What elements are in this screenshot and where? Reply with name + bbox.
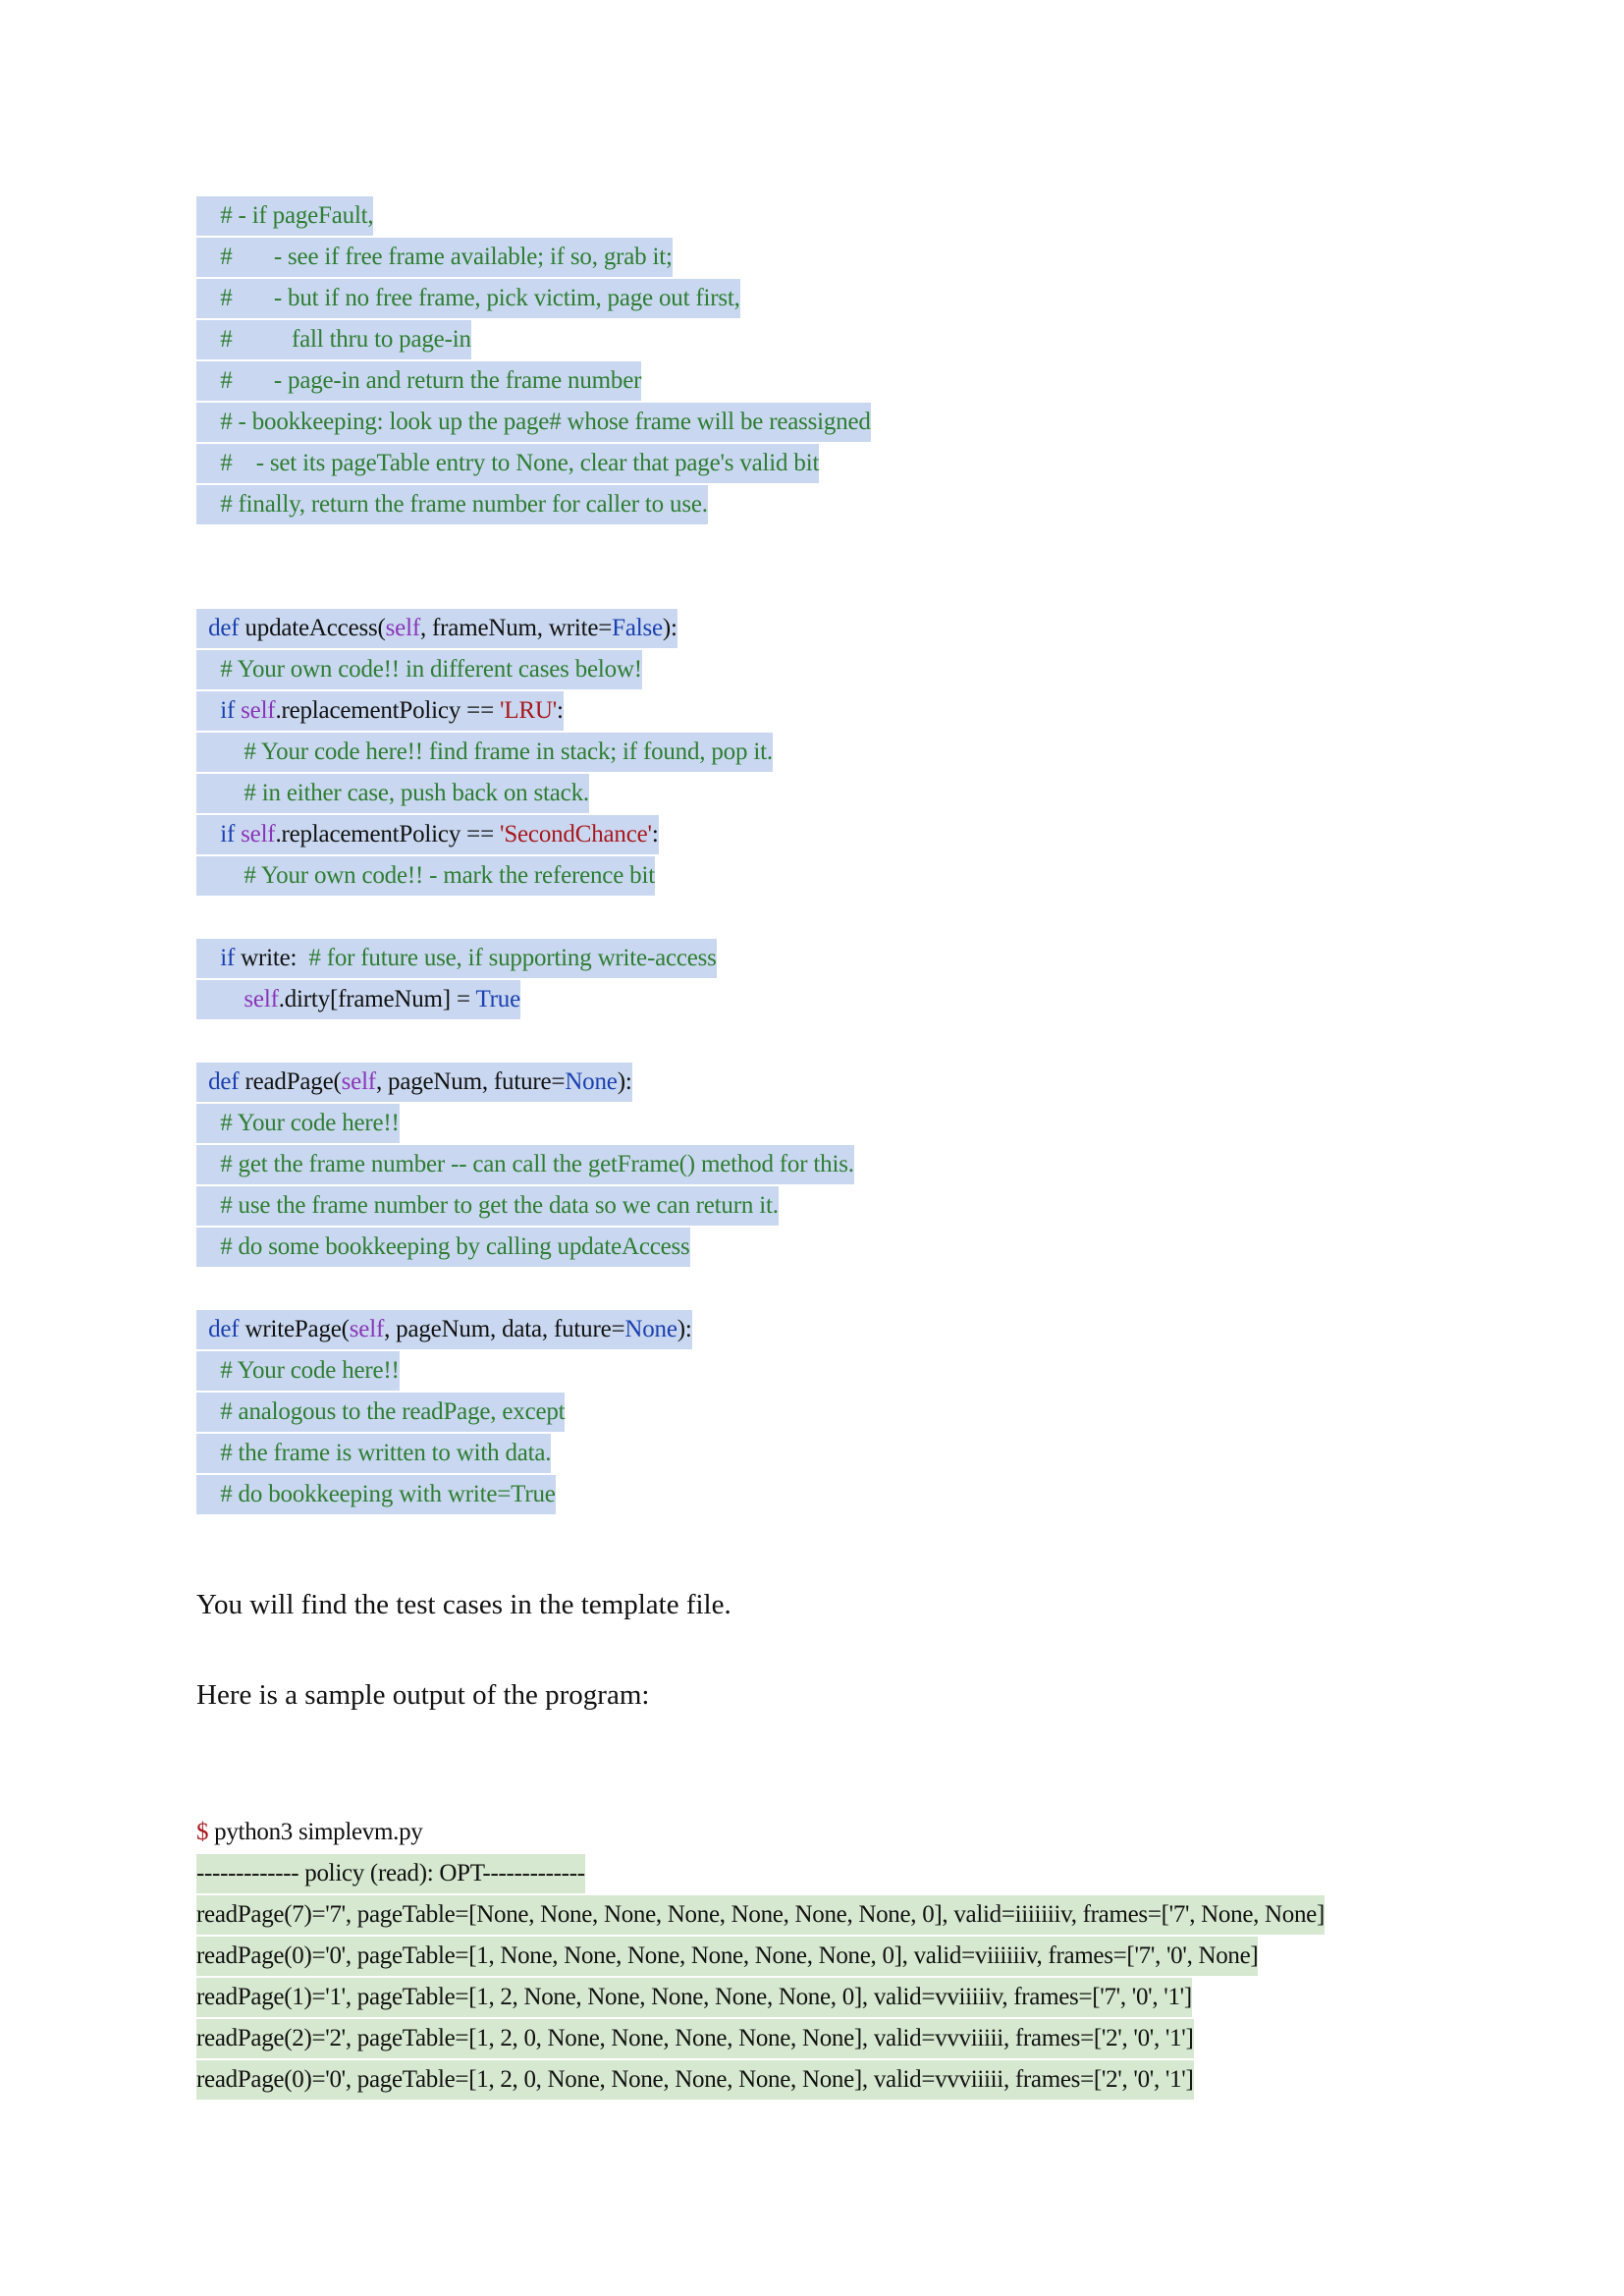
comment-text: # do some bookkeeping by calling updateAccess bbox=[220, 1233, 690, 1260]
code-dirty-assign bbox=[196, 980, 520, 1019]
code-comment-line bbox=[196, 1393, 565, 1432]
keyword: if bbox=[220, 821, 236, 847]
condition: .replacementPolicy == bbox=[275, 821, 501, 847]
comment-text: # Your code here!! find frame in stack; if found, pop it. bbox=[244, 738, 773, 765]
paren-close: ): bbox=[677, 1316, 692, 1342]
params: , frameNum, write= bbox=[419, 615, 613, 641]
write-condition: write: bbox=[235, 945, 309, 971]
code-comment-line bbox=[196, 774, 589, 813]
code-comment-line bbox=[196, 1351, 400, 1391]
self-keyword: self bbox=[244, 986, 279, 1012]
colon: : bbox=[557, 697, 564, 724]
code-comment-line bbox=[196, 1475, 556, 1514]
function-name: readPage( bbox=[239, 1068, 342, 1095]
terminal-output-line: readPage(0)='0', pageTable=[1, 2, 0, None, None, None, None, None], valid=vvviiiii, frames=['2', '0', '1'] bbox=[196, 2060, 1194, 2100]
function-name: writePage( bbox=[239, 1316, 350, 1342]
code-comment-line bbox=[196, 1228, 690, 1267]
condition: .replacementPolicy == bbox=[275, 697, 501, 724]
code-if-second-chance bbox=[196, 815, 659, 854]
code-def-write-page bbox=[196, 1310, 692, 1349]
terminal-header-line: ------------- policy (read): OPT------------- bbox=[196, 1854, 585, 1893]
prompt-symbol: $ bbox=[196, 1819, 209, 1845]
terminal-command-line bbox=[196, 1813, 423, 1852]
self-keyword: self bbox=[241, 697, 276, 724]
colon: : bbox=[651, 821, 659, 847]
true-keyword: True bbox=[475, 986, 520, 1012]
comment-text: # do bookkeeping with write=True bbox=[220, 1481, 556, 1507]
comment-text: # Your code here!! bbox=[220, 1357, 400, 1384]
keyword: def bbox=[208, 1068, 240, 1095]
code-comment-line: # finally, return the frame number for caller to use. bbox=[196, 485, 708, 524]
paragraph-test-cases: You will find the test cases in the template file. bbox=[196, 1589, 731, 1620]
params: , pageNum, future= bbox=[375, 1068, 566, 1095]
comment-text: # get the frame number -- can call the getFrame() method for this. bbox=[220, 1151, 854, 1177]
code-def-update-access bbox=[196, 609, 677, 648]
comment-text: # analogous to the readPage, except bbox=[220, 1398, 566, 1425]
code-comment-line: # - page-in and return the frame number bbox=[196, 361, 641, 401]
keyword: def bbox=[208, 1316, 240, 1342]
self-keyword: self bbox=[341, 1068, 376, 1095]
code-comment-line bbox=[196, 1186, 779, 1226]
false-keyword: False bbox=[612, 615, 663, 641]
terminal-output-line: readPage(0)='0', pageTable=[1, None, None, None, None, None, None, 0], valid=viiiiiiv, frames=['7', '0', None] bbox=[196, 1937, 1258, 1976]
code-comment-line: # - see if free frame available; if so, grab it; bbox=[196, 238, 673, 277]
comment-text: # for future use, if supporting write-access bbox=[308, 945, 717, 971]
string-literal: 'LRU' bbox=[500, 697, 558, 724]
terminal-output-line: readPage(1)='1', pageTable=[1, 2, None, None, None, None, None, 0], valid=vviiiiiv, frames=['7', '0', '1'] bbox=[196, 1978, 1192, 2017]
keyword: if bbox=[220, 945, 236, 971]
keyword: if bbox=[220, 697, 236, 724]
dirty-expr: .dirty[frameNum] = bbox=[278, 986, 476, 1012]
code-comment-line bbox=[196, 1145, 854, 1184]
string-literal: 'SecondChance' bbox=[500, 821, 652, 847]
comment-text: # Your own code!! in different cases below! bbox=[220, 656, 642, 683]
command-text: python3 simplevm.py bbox=[208, 1819, 423, 1845]
paren-close: ): bbox=[617, 1068, 632, 1095]
code-comment-line bbox=[196, 1434, 551, 1473]
code-comment-line bbox=[196, 733, 773, 772]
comment-text: # use the frame number to get the data so we can return it. bbox=[220, 1192, 779, 1219]
none-keyword: None bbox=[624, 1316, 677, 1342]
code-comment-line bbox=[196, 856, 655, 896]
code-comment-line bbox=[196, 650, 642, 689]
params: , pageNum, data, future= bbox=[384, 1316, 625, 1342]
terminal-output-line: readPage(2)='2', pageTable=[1, 2, 0, None, None, None, None, None], valid=vvviiiii, frames=['2', '0', '1'] bbox=[196, 2019, 1194, 2058]
function-name: updateAccess( bbox=[239, 615, 386, 641]
keyword: def bbox=[208, 615, 240, 641]
code-if-lru bbox=[196, 691, 564, 731]
none-keyword: None bbox=[565, 1068, 618, 1095]
comment-text: # Your code here!! bbox=[220, 1110, 400, 1136]
comment-text: # in either case, push back on stack. bbox=[244, 780, 589, 806]
code-comment-line: # - if pageFault, bbox=[196, 196, 373, 236]
terminal-output-line: readPage(7)='7', pageTable=[None, None, None, None, None, None, None, 0], valid=iiiiiiiv, frames=['7', None, None] bbox=[196, 1895, 1325, 1935]
code-def-read-page bbox=[196, 1063, 632, 1102]
comment-text: # Your own code!! - mark the reference bit bbox=[244, 862, 655, 889]
self-keyword: self bbox=[241, 821, 276, 847]
code-if-write bbox=[196, 939, 717, 978]
self-keyword: self bbox=[385, 615, 420, 641]
paragraph-sample-output: Here is a sample output of the program: bbox=[196, 1679, 650, 1711]
comment-text: # the frame is written to with data. bbox=[220, 1440, 552, 1466]
code-comment-line: # - set its pageTable entry to None, clear that page's valid bit bbox=[196, 444, 819, 483]
code-comment-line: # - bookkeeping: look up the page# whose frame will be reassigned bbox=[196, 403, 871, 442]
code-comment-line: # - but if no free frame, pick victim, page out first, bbox=[196, 279, 740, 318]
code-comment-line bbox=[196, 1104, 400, 1143]
paren-close: ): bbox=[662, 615, 677, 641]
self-keyword: self bbox=[349, 1316, 385, 1342]
code-comment-line: # fall thru to page-in bbox=[196, 320, 471, 359]
